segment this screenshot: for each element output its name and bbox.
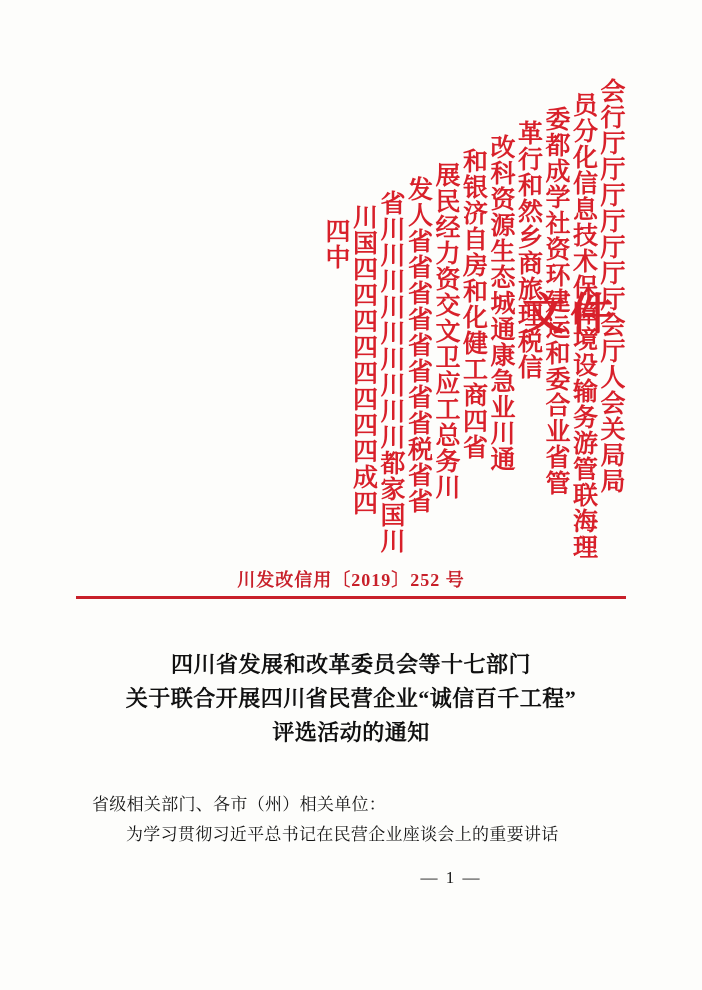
letterhead-column: 展民经力资交文卫应工总务川: [432, 162, 459, 500]
letterhead-column: 发人省省省省省省省省税省省: [404, 176, 432, 514]
document-number: 川发改信用〔2019〕252 号: [237, 570, 465, 590]
letterhead-column: 四中: [322, 218, 349, 270]
letterhead-column: 员分化信息技术保障境设输务游管联海理: [569, 92, 597, 560]
letterhead-column: 和银济自房和化健工商四省: [459, 148, 487, 460]
page-number-text: — 1 —: [420, 868, 482, 887]
document-title: [80, 648, 622, 750]
letterhead-column: 会行厅厅厅厅厅厅厅会厅人会关局局: [597, 78, 624, 494]
wenjian-label: 文件: [522, 290, 618, 339]
title-line-1: 四川省发展和改革委员会等十七部门: [170, 652, 531, 677]
salutation: 省级相关部门、各市（州）相关单位：: [92, 795, 387, 814]
body-paragraph: 为学习贯彻习近平总书记在民营企业座谈会上的重要讲话: [126, 825, 559, 844]
letterhead-column: 川国四四四四四四四四成四: [349, 204, 377, 516]
title-line-2: 关于联合开展四川省民营企业“诚信百千工程”: [125, 686, 577, 711]
letterhead-column: 改科资源生态城通康急业川通: [487, 134, 514, 472]
letterhead-masthead: [78, 78, 624, 560]
red-separator-rule: [76, 596, 626, 599]
letterhead-column: 委都成学社资环建运和委合业省管: [542, 106, 569, 496]
letterhead-column: 革行和然乡商旅理税信: [514, 120, 542, 380]
title-line-3: 评选活动的通知: [272, 720, 430, 745]
letterhead-column: 省川川川川川川川川川都家国川: [377, 190, 404, 554]
page-number: [0, 868, 702, 888]
document-body: [92, 790, 612, 850]
